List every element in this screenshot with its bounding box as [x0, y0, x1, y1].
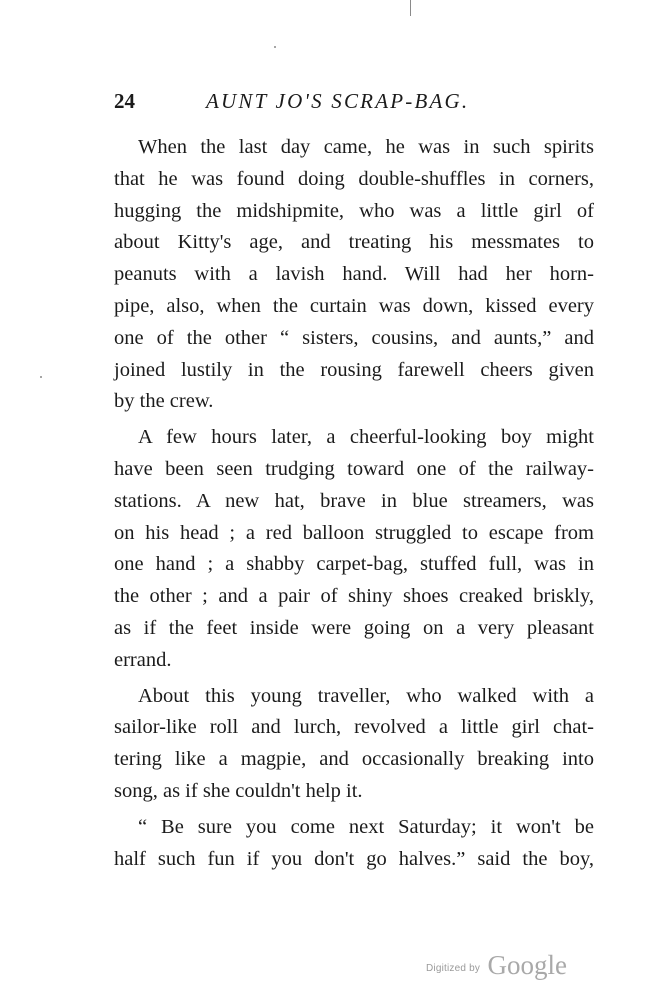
- text-line: one hand ; a shabby carpet-bag, stuffed full, was in: [114, 553, 594, 576]
- text-line: have been seen trudging toward one of the railway-: [114, 457, 594, 480]
- text-line: on his head ; a red balloon struggled to escape from: [114, 521, 594, 544]
- scan-mark-line: [410, 0, 411, 16]
- watermark-prefix: Digitized by: [426, 963, 481, 974]
- text-line: joined lustily in the rousing farewell cheers given: [114, 358, 594, 381]
- body-text: [114, 132, 594, 875]
- text-line: as if the feet inside were going on a very pleasant: [114, 616, 594, 639]
- text-line: pipe, also, when the curtain was down, kissed every: [114, 294, 594, 317]
- text-line: song, as if she couldn't help it.: [114, 779, 363, 802]
- text-line: sailor-like roll and lurch, revolved a little girl chat-: [114, 716, 594, 739]
- text-line: about Kitty's age, and treating his messmates to: [114, 231, 594, 254]
- running-title: AUNT JO'S SCRAP-BAG.: [206, 89, 470, 113]
- digitized-watermark: [426, 950, 567, 981]
- watermark-brand: Google: [487, 950, 568, 980]
- text-line: When the last day came, he was in such spirits: [138, 136, 594, 158]
- text-line: peanuts with a lavish hand. Will had her horn-: [114, 263, 594, 286]
- text-line: the other ; and a pair of shiny shoes creaked briskly,: [114, 585, 594, 608]
- text-line: A few hours later, a cheerful-looking boy might: [138, 426, 594, 449]
- scan-speck: [274, 46, 276, 48]
- text-line: stations. A new hat, brave in blue streamers, was: [114, 489, 594, 512]
- text-line: that he was found doing double-shuffles in corners,: [114, 167, 594, 190]
- text-line: hugging the midshipmite, who was a little girl of: [114, 199, 594, 222]
- text-line: by the crew.: [114, 390, 214, 413]
- scan-speck: [40, 376, 42, 378]
- text-line: tering like a magpie, and occasionally breaking into: [114, 748, 594, 771]
- text-line: half such fun if you don't go halves.” said the boy,: [114, 847, 594, 870]
- text-line: one of the other “ sisters, cousins, and aunts,” and: [114, 326, 594, 349]
- page-number: 24: [114, 89, 135, 113]
- text-line: “ Be sure you come next Saturday; it won't be: [138, 815, 594, 838]
- text-line: About this young traveller, who walked with a: [138, 684, 594, 707]
- text-line: errand.: [114, 648, 172, 671]
- page-header: [114, 86, 594, 116]
